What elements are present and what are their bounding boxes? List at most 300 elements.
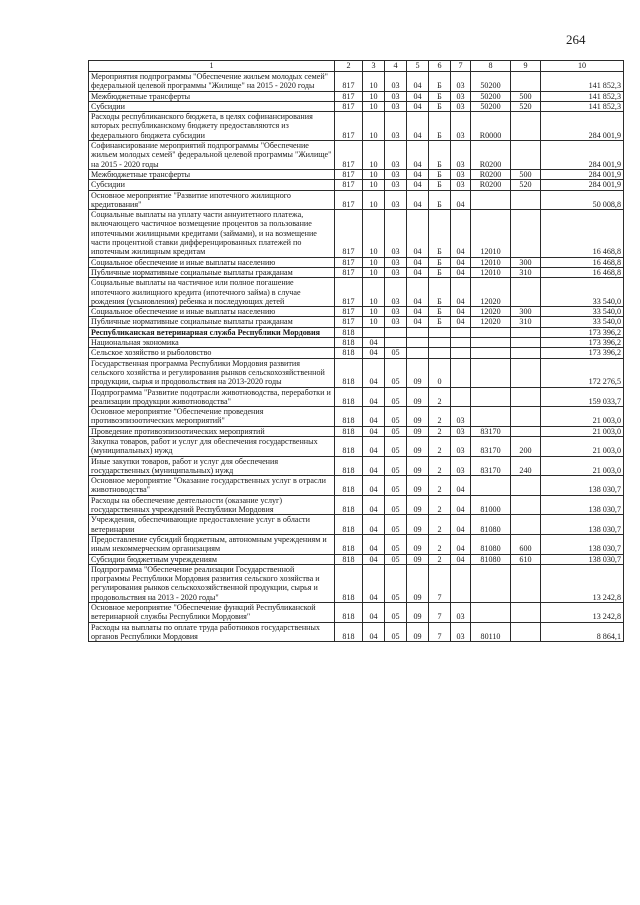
code-cell: Б <box>429 112 451 141</box>
amount-cell: 138 030,7 <box>541 495 624 515</box>
code-cell: 83170 <box>471 426 511 436</box>
code-cell: 03 <box>451 456 471 476</box>
table-row <box>89 91 624 101</box>
code-cell: 03 <box>451 72 471 92</box>
code-cell: 03 <box>451 436 471 456</box>
code-cell: 03 <box>385 307 407 317</box>
amount-cell: 173 396,2 <box>541 338 624 348</box>
row-name-cell: Субсидии <box>89 180 335 190</box>
code-cell <box>471 327 511 337</box>
table-row <box>89 267 624 277</box>
table-row <box>89 564 624 602</box>
amount-cell: 173 396,2 <box>541 348 624 358</box>
code-cell: 04 <box>407 307 429 317</box>
code-cell: 09 <box>407 564 429 602</box>
code-cell: 03 <box>385 141 407 170</box>
row-name-cell: Сельское хозяйство и рыболовство <box>89 348 335 358</box>
row-name-cell: Проведение противоэпизоотических мероприятий <box>89 426 335 436</box>
code-cell: Б <box>429 307 451 317</box>
code-cell: 2 <box>429 554 451 564</box>
code-cell: 10 <box>363 180 385 190</box>
amount-cell: 138 030,7 <box>541 515 624 535</box>
code-cell <box>407 348 429 358</box>
code-cell: 817 <box>335 317 363 327</box>
code-cell: 2 <box>429 436 451 456</box>
code-cell: 817 <box>335 101 363 111</box>
code-cell <box>511 141 541 170</box>
code-cell: 12020 <box>471 278 511 307</box>
code-cell: R0000 <box>471 112 511 141</box>
code-cell: 10 <box>363 141 385 170</box>
code-cell: 03 <box>385 112 407 141</box>
code-cell: 03 <box>451 101 471 111</box>
header-cell: 6 <box>429 61 451 72</box>
code-cell: 04 <box>407 190 429 210</box>
header-cell: 5 <box>407 61 429 72</box>
page-number: 264 <box>566 32 586 47</box>
code-cell: 818 <box>335 495 363 515</box>
code-cell: 04 <box>407 141 429 170</box>
amount-cell: 138 030,7 <box>541 554 624 564</box>
code-cell: 2 <box>429 495 451 515</box>
row-name-cell: Расходы республиканского бюджета, в целях софинансирования которых республиканскому бюджету предоставляются из федерального бюджета субсидии <box>89 112 335 141</box>
code-cell: 818 <box>335 387 363 407</box>
amount-cell: 21 003,0 <box>541 426 624 436</box>
code-cell: 04 <box>363 436 385 456</box>
table-row <box>89 278 624 307</box>
row-name-cell: Национальная экономика <box>89 338 335 348</box>
code-cell <box>451 564 471 602</box>
code-cell <box>511 426 541 436</box>
code-cell <box>451 338 471 348</box>
amount-cell: 16 468,8 <box>541 267 624 277</box>
code-cell <box>471 603 511 623</box>
table-row <box>89 327 624 337</box>
code-cell: 817 <box>335 210 363 257</box>
code-cell <box>511 622 541 642</box>
row-name-cell: Социальное обеспечение и иные выплаты населению <box>89 257 335 267</box>
code-cell: 2 <box>429 515 451 535</box>
code-cell: 03 <box>451 169 471 179</box>
amount-cell: 33 540,0 <box>541 278 624 307</box>
code-cell <box>471 476 511 496</box>
code-cell: 05 <box>385 603 407 623</box>
code-cell: 04 <box>363 358 385 387</box>
amount-cell: 284 001,9 <box>541 112 624 141</box>
code-cell: 12010 <box>471 210 511 257</box>
code-cell: 03 <box>385 101 407 111</box>
code-cell: 09 <box>407 622 429 642</box>
code-cell: 05 <box>385 426 407 436</box>
code-cell: 03 <box>385 72 407 92</box>
code-cell: 09 <box>407 456 429 476</box>
code-cell <box>511 358 541 387</box>
code-cell: 05 <box>385 436 407 456</box>
code-cell <box>451 358 471 387</box>
code-cell: 817 <box>335 267 363 277</box>
code-cell: 10 <box>363 112 385 141</box>
code-cell: 04 <box>363 495 385 515</box>
code-cell: 818 <box>335 407 363 427</box>
code-cell: 09 <box>407 495 429 515</box>
code-cell: 10 <box>363 317 385 327</box>
code-cell: 03 <box>385 190 407 210</box>
code-cell <box>451 387 471 407</box>
amount-cell: 141 852,3 <box>541 101 624 111</box>
table-row <box>89 72 624 92</box>
code-cell <box>407 338 429 348</box>
code-cell: 818 <box>335 603 363 623</box>
code-cell: 04 <box>407 180 429 190</box>
code-cell <box>511 338 541 348</box>
table-row <box>89 622 624 642</box>
table-row <box>89 112 624 141</box>
code-cell: 600 <box>511 534 541 554</box>
code-cell: 818 <box>335 515 363 535</box>
amount-cell: 141 852,3 <box>541 91 624 101</box>
header-cell: 10 <box>541 61 624 72</box>
code-cell: 80110 <box>471 622 511 642</box>
code-cell: 817 <box>335 190 363 210</box>
code-cell <box>471 358 511 387</box>
code-cell: 04 <box>407 210 429 257</box>
row-name-cell: Подпрограмма "Обеспечение реализации Государственной программы Республики Мордовия развития сельского хозяйства и регулирования рынков сельскохозяйственной продукции, сырья и продовольствия на 2013 - 2020 годы" <box>89 564 335 602</box>
code-cell: 10 <box>363 101 385 111</box>
code-cell: 50200 <box>471 91 511 101</box>
row-name-cell: Мероприятия подпрограммы "Обеспечение жильем молодых семей" федеральной целевой программы "Жилище" на 2015 - 2020 годы <box>89 72 335 92</box>
code-cell: 05 <box>385 476 407 496</box>
row-name-cell: Республиканская ветеринарная служба Республики Мордовия <box>89 327 335 337</box>
amount-cell: 8 864,1 <box>541 622 624 642</box>
table-row <box>89 348 624 358</box>
row-name-cell: Основное мероприятие "Обеспечение функций Республиканской ветеринарной службы Республики Мордовия" <box>89 603 335 623</box>
code-cell: 10 <box>363 307 385 317</box>
code-cell: 817 <box>335 278 363 307</box>
code-cell: 04 <box>451 190 471 210</box>
code-cell: 09 <box>407 387 429 407</box>
code-cell <box>385 327 407 337</box>
code-cell: 04 <box>363 603 385 623</box>
code-cell: 05 <box>385 534 407 554</box>
code-cell: Б <box>429 278 451 307</box>
code-cell <box>511 515 541 535</box>
budget-table <box>88 60 624 642</box>
table-row <box>89 456 624 476</box>
code-cell: 240 <box>511 456 541 476</box>
code-cell: 818 <box>335 564 363 602</box>
code-cell: 817 <box>335 72 363 92</box>
amount-cell: 284 001,9 <box>541 169 624 179</box>
code-cell: 04 <box>363 564 385 602</box>
code-cell: 81000 <box>471 495 511 515</box>
code-cell: Б <box>429 169 451 179</box>
code-cell: 817 <box>335 141 363 170</box>
code-cell: 03 <box>385 91 407 101</box>
code-cell: 03 <box>451 180 471 190</box>
code-cell: 04 <box>407 257 429 267</box>
row-name-cell: Основное мероприятие "Оказание государственных услуг в отрасли животноводства" <box>89 476 335 496</box>
code-cell: 10 <box>363 267 385 277</box>
code-cell: 03 <box>385 317 407 327</box>
table-row <box>89 534 624 554</box>
row-name-cell: Субсидии <box>89 101 335 111</box>
code-cell: 818 <box>335 426 363 436</box>
code-cell <box>511 210 541 257</box>
code-cell <box>429 327 451 337</box>
code-cell: 03 <box>451 622 471 642</box>
code-cell: 03 <box>385 278 407 307</box>
header-cell: 8 <box>471 61 511 72</box>
code-cell: 04 <box>363 338 385 348</box>
code-cell: 09 <box>407 603 429 623</box>
header-cell: 2 <box>335 61 363 72</box>
code-cell: 818 <box>335 622 363 642</box>
code-cell: 04 <box>407 101 429 111</box>
code-cell: 310 <box>511 267 541 277</box>
code-cell: 12020 <box>471 307 511 317</box>
code-cell: 04 <box>363 534 385 554</box>
code-cell: 09 <box>407 515 429 535</box>
table-row <box>89 436 624 456</box>
table-row <box>89 307 624 317</box>
row-name-cell: Межбюджетные трансферты <box>89 91 335 101</box>
code-cell: 83170 <box>471 456 511 476</box>
code-cell: 817 <box>335 180 363 190</box>
table-row <box>89 180 624 190</box>
code-cell: 04 <box>451 476 471 496</box>
amount-cell: 173 396,2 <box>541 327 624 337</box>
code-cell: 10 <box>363 169 385 179</box>
code-cell: 12010 <box>471 257 511 267</box>
code-cell: 520 <box>511 180 541 190</box>
code-cell: 05 <box>385 564 407 602</box>
code-cell: 04 <box>451 317 471 327</box>
code-cell: 818 <box>335 534 363 554</box>
amount-cell: 172 276,5 <box>541 358 624 387</box>
code-cell: Б <box>429 257 451 267</box>
code-cell: 300 <box>511 257 541 267</box>
code-cell: 09 <box>407 358 429 387</box>
code-cell <box>511 278 541 307</box>
table-row <box>89 257 624 267</box>
code-cell: 04 <box>451 534 471 554</box>
code-cell: 817 <box>335 91 363 101</box>
code-cell: 81080 <box>471 534 511 554</box>
code-cell: 05 <box>385 348 407 358</box>
code-cell <box>511 327 541 337</box>
amount-cell: 33 540,0 <box>541 317 624 327</box>
code-cell: Б <box>429 190 451 210</box>
code-cell: Б <box>429 210 451 257</box>
table-row <box>89 426 624 436</box>
code-cell <box>511 387 541 407</box>
table-body <box>89 72 624 642</box>
amount-cell: 159 033,7 <box>541 387 624 407</box>
code-cell <box>451 327 471 337</box>
code-cell: 81080 <box>471 554 511 564</box>
row-name-cell: Государственная программа Республики Мордовия развития сельского хозяйства и регулирования рынков сельскохозяйственной продукции, сырья и продовольствия на 2013-2020 годы <box>89 358 335 387</box>
code-cell: Б <box>429 72 451 92</box>
amount-cell: 141 852,3 <box>541 72 624 92</box>
amount-cell: 50 008,8 <box>541 190 624 210</box>
code-cell <box>471 407 511 427</box>
code-cell: 04 <box>363 554 385 564</box>
code-cell <box>511 72 541 92</box>
code-cell <box>363 327 385 337</box>
code-cell: 7 <box>429 603 451 623</box>
code-cell: 817 <box>335 112 363 141</box>
code-cell: 818 <box>335 476 363 496</box>
code-cell: 03 <box>451 91 471 101</box>
code-cell: 12010 <box>471 267 511 277</box>
code-cell <box>511 190 541 210</box>
code-cell: 10 <box>363 210 385 257</box>
row-name-cell: Публичные нормативные социальные выплаты гражданам <box>89 267 335 277</box>
code-cell: 610 <box>511 554 541 564</box>
code-cell: 817 <box>335 257 363 267</box>
table-row <box>89 387 624 407</box>
code-cell: 09 <box>407 476 429 496</box>
code-cell: 05 <box>385 456 407 476</box>
row-name-cell: Публичные нормативные социальные выплаты гражданам <box>89 317 335 327</box>
code-cell: 04 <box>363 407 385 427</box>
header-cell: 1 <box>89 61 335 72</box>
code-cell: 03 <box>451 141 471 170</box>
code-cell: 817 <box>335 307 363 317</box>
code-cell: 10 <box>363 72 385 92</box>
row-name-cell: Закупка товаров, работ и услуг для обеспечения государственных (муниципальных) нужд <box>89 436 335 456</box>
code-cell: 04 <box>407 91 429 101</box>
row-name-cell: Расходы на выплаты по оплате труда работников государственных органов Республики Мордовия <box>89 622 335 642</box>
table-row <box>89 338 624 348</box>
amount-cell: 21 003,0 <box>541 436 624 456</box>
code-cell: 12020 <box>471 317 511 327</box>
code-cell <box>511 476 541 496</box>
amount-cell: 13 242,8 <box>541 603 624 623</box>
code-cell: 7 <box>429 622 451 642</box>
code-cell: 310 <box>511 317 541 327</box>
code-cell: Б <box>429 141 451 170</box>
code-cell: 818 <box>335 554 363 564</box>
code-cell: 500 <box>511 169 541 179</box>
code-cell: 200 <box>511 436 541 456</box>
code-cell: 818 <box>335 338 363 348</box>
code-cell <box>407 327 429 337</box>
code-cell: 05 <box>385 495 407 515</box>
code-cell: 2 <box>429 407 451 427</box>
code-cell: 04 <box>451 554 471 564</box>
amount-cell: 284 001,9 <box>541 141 624 170</box>
code-cell: 03 <box>385 257 407 267</box>
code-cell: 04 <box>407 278 429 307</box>
code-cell: 04 <box>363 348 385 358</box>
amount-cell: 21 003,0 <box>541 407 624 427</box>
table-row <box>89 210 624 257</box>
code-cell <box>429 348 451 358</box>
code-cell: 05 <box>385 622 407 642</box>
code-cell: 0 <box>429 358 451 387</box>
amount-cell: 16 468,8 <box>541 257 624 267</box>
code-cell: 04 <box>451 515 471 535</box>
row-name-cell: Основное мероприятие "Развитие ипотечного жилищного кредитования" <box>89 190 335 210</box>
table-row <box>89 554 624 564</box>
code-cell: Б <box>429 267 451 277</box>
table-row <box>89 190 624 210</box>
code-cell: Б <box>429 180 451 190</box>
row-name-cell: Социальные выплаты на частичное или полное погашение ипотечного жилищного кредита (ипотечного займа) в случае рождения (усыновления) ребенка и последующих детей <box>89 278 335 307</box>
code-cell <box>429 338 451 348</box>
row-name-cell: Социальное обеспечение и иные выплаты населению <box>89 307 335 317</box>
code-cell: 03 <box>385 169 407 179</box>
code-cell: 10 <box>363 278 385 307</box>
row-name-cell: Социальные выплаты на уплату части аннуитетного платежа, включающего частичное возмещение процентов за пользование ипотечными жилищными кредитами (займами), и на возмещение части процентной ставки дифференцированных платежей по ипотечным жилищным кредитам <box>89 210 335 257</box>
code-cell: 50200 <box>471 101 511 111</box>
code-cell <box>511 348 541 358</box>
code-cell: 03 <box>385 267 407 277</box>
code-cell: 10 <box>363 91 385 101</box>
code-cell: R0200 <box>471 169 511 179</box>
code-cell: 04 <box>407 317 429 327</box>
code-cell: 818 <box>335 327 363 337</box>
code-cell: 03 <box>385 180 407 190</box>
code-cell: 818 <box>335 358 363 387</box>
code-cell: 04 <box>363 515 385 535</box>
code-cell: 03 <box>451 407 471 427</box>
row-name-cell: Межбюджетные трансферты <box>89 169 335 179</box>
code-cell <box>511 564 541 602</box>
table-row <box>89 101 624 111</box>
amount-cell: 33 540,0 <box>541 307 624 317</box>
code-cell: 05 <box>385 554 407 564</box>
code-cell: 818 <box>335 348 363 358</box>
code-cell: 04 <box>451 495 471 515</box>
code-cell: 520 <box>511 101 541 111</box>
amount-cell: 284 001,9 <box>541 180 624 190</box>
amount-cell: 138 030,7 <box>541 476 624 496</box>
amount-cell: 21 003,0 <box>541 456 624 476</box>
code-cell <box>471 348 511 358</box>
code-cell: 817 <box>335 169 363 179</box>
code-cell: 04 <box>451 307 471 317</box>
code-cell: 04 <box>363 426 385 436</box>
code-cell: 05 <box>385 358 407 387</box>
code-cell: 2 <box>429 534 451 554</box>
table-row <box>89 141 624 170</box>
amount-cell: 16 468,8 <box>541 210 624 257</box>
code-cell: 2 <box>429 426 451 436</box>
code-cell: Б <box>429 91 451 101</box>
code-cell <box>511 112 541 141</box>
code-cell: 83170 <box>471 436 511 456</box>
table-row <box>89 495 624 515</box>
table-row <box>89 317 624 327</box>
code-cell: 03 <box>451 426 471 436</box>
header-cell: 4 <box>385 61 407 72</box>
code-cell: 03 <box>451 112 471 141</box>
code-cell: R0200 <box>471 180 511 190</box>
amount-cell: 13 242,8 <box>541 564 624 602</box>
code-cell: 04 <box>407 112 429 141</box>
row-name-cell: Учреждения, обеспечивающие предоставление услуг в области ветеринарии <box>89 515 335 535</box>
code-cell: 09 <box>407 554 429 564</box>
code-cell: Б <box>429 317 451 327</box>
table-row <box>89 476 624 496</box>
table-row <box>89 515 624 535</box>
code-cell: 50200 <box>471 72 511 92</box>
code-cell <box>471 190 511 210</box>
code-cell: 300 <box>511 307 541 317</box>
code-cell: 09 <box>407 436 429 456</box>
